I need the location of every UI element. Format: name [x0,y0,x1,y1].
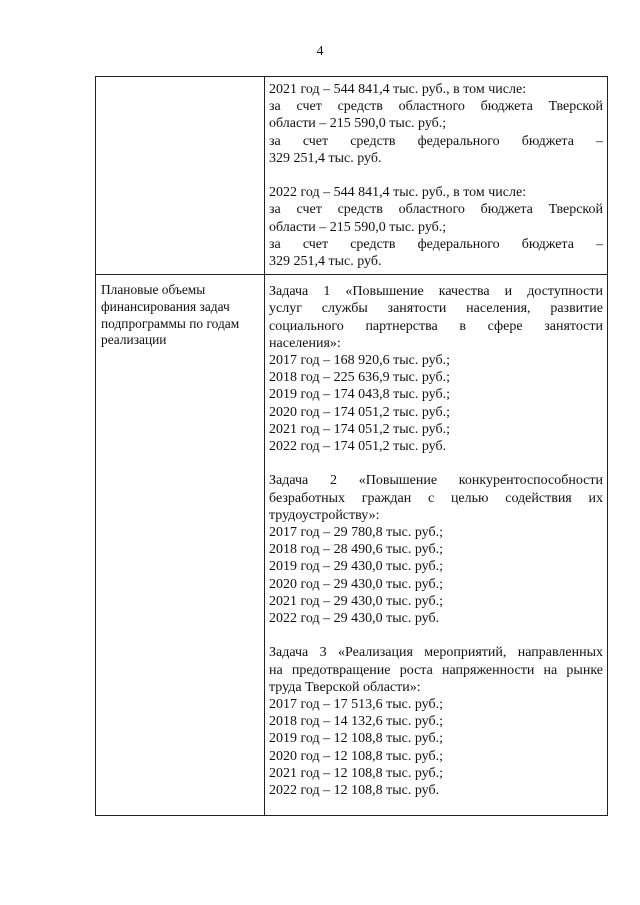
block-spacer [269,627,603,644]
row2-label [96,275,264,349]
text-line: 2018 год – 14 132,6 тыс. руб.; [269,714,443,730]
text-line: Задача 2 «Повышение конкурентоспособности [269,473,603,489]
row2-block [269,283,603,455]
row2-label-cell [96,275,265,816]
text-line: за счет средств федерального бюджета – [269,133,603,149]
text-line: 2021 год – 29 430,0 тыс. руб.; [269,593,443,609]
row2-content-cell [265,275,608,816]
row1-content [265,77,607,274]
text-line: 2019 год – 29 430,0 тыс. руб.; [269,559,443,575]
text-line: труда Тверской области»: [269,679,421,695]
text-line: 329 251,4 тыс. руб. [269,150,382,166]
text-line: трудоустройству»: [269,507,380,523]
text-line: 2017 год – 168 920,6 тыс. руб.; [269,353,450,369]
row1-label [96,77,264,84]
label-line: Плановые объемы [101,282,206,298]
table-row-funding-continuation [96,77,608,275]
text-line: 2022 год – 544 841,4 тыс. руб., в том числе: [269,185,527,201]
text-line: 2017 год – 17 513,6 тыс. руб.; [269,697,443,713]
block-spacer [269,167,603,184]
text-line: Задача 3 «Реализация мероприятий, направленных [269,645,603,661]
table-row-planned-volumes [96,275,608,816]
text-line: области – 215 590,0 тыс. руб.; [269,116,447,132]
text-line: за счет средств областного бюджета Тверской [269,202,603,218]
text-line: социального партнерства в сфере занятости [269,318,603,334]
text-line: 2020 год – 174 051,2 тыс. руб.; [269,404,450,420]
label-line: финансирования задач [101,298,230,314]
text-line: услуг службы занятости населения, развитие [269,301,603,317]
row1-block [269,184,603,270]
text-line: 2018 год – 28 490,6 тыс. руб.; [269,542,443,558]
row1-content-cell [265,77,608,275]
label-line: реализации [101,332,167,348]
text-line: населения»: [269,335,341,351]
program-table [95,76,608,816]
text-line: 2021 год – 544 841,4 тыс. руб., в том числе: [269,82,527,97]
text-line: 2019 год – 174 043,8 тыс. руб.; [269,387,450,403]
label-line: подпрограммы по годам [101,315,240,331]
text-line: 2021 год – 174 051,2 тыс. руб.; [269,421,450,437]
row2-content [265,275,607,803]
text-line: безработных граждан с целью содействия их [269,490,603,506]
text-line: за счет средств областного бюджета Тверской [269,99,603,115]
text-line: 2021 год – 12 108,8 тыс. руб.; [269,765,443,781]
text-line: 2022 год – 174 051,2 тыс. руб. [269,439,447,455]
row2-block [269,472,603,627]
text-line: 2022 год – 12 108,8 тыс. руб. [269,783,440,799]
text-line: 2019 год – 12 108,8 тыс. руб.; [269,731,443,747]
block-spacer [269,455,603,472]
text-line: 2022 год – 29 430,0 тыс. руб. [269,611,440,627]
text-line: 2020 год – 12 108,8 тыс. руб.; [269,748,443,764]
text-line: 2017 год – 29 780,8 тыс. руб.; [269,525,443,541]
row1-label-cell [96,77,265,275]
page-number: 4 [316,44,324,59]
text-line: за счет средств федерального бюджета – [269,236,603,252]
row1-block [269,81,603,167]
text-line: 329 251,4 тыс. руб. [269,254,382,270]
text-line: Задача 1 «Повышение качества и доступности [269,284,603,300]
row2-block [269,644,603,799]
text-line: 2020 год – 29 430,0 тыс. руб.; [269,576,443,592]
text-line: области – 215 590,0 тыс. руб.; [269,219,447,235]
text-line: 2018 год – 225 636,9 тыс. руб.; [269,370,450,386]
text-line: на предотвращение роста напряженности на рынке [269,662,603,678]
